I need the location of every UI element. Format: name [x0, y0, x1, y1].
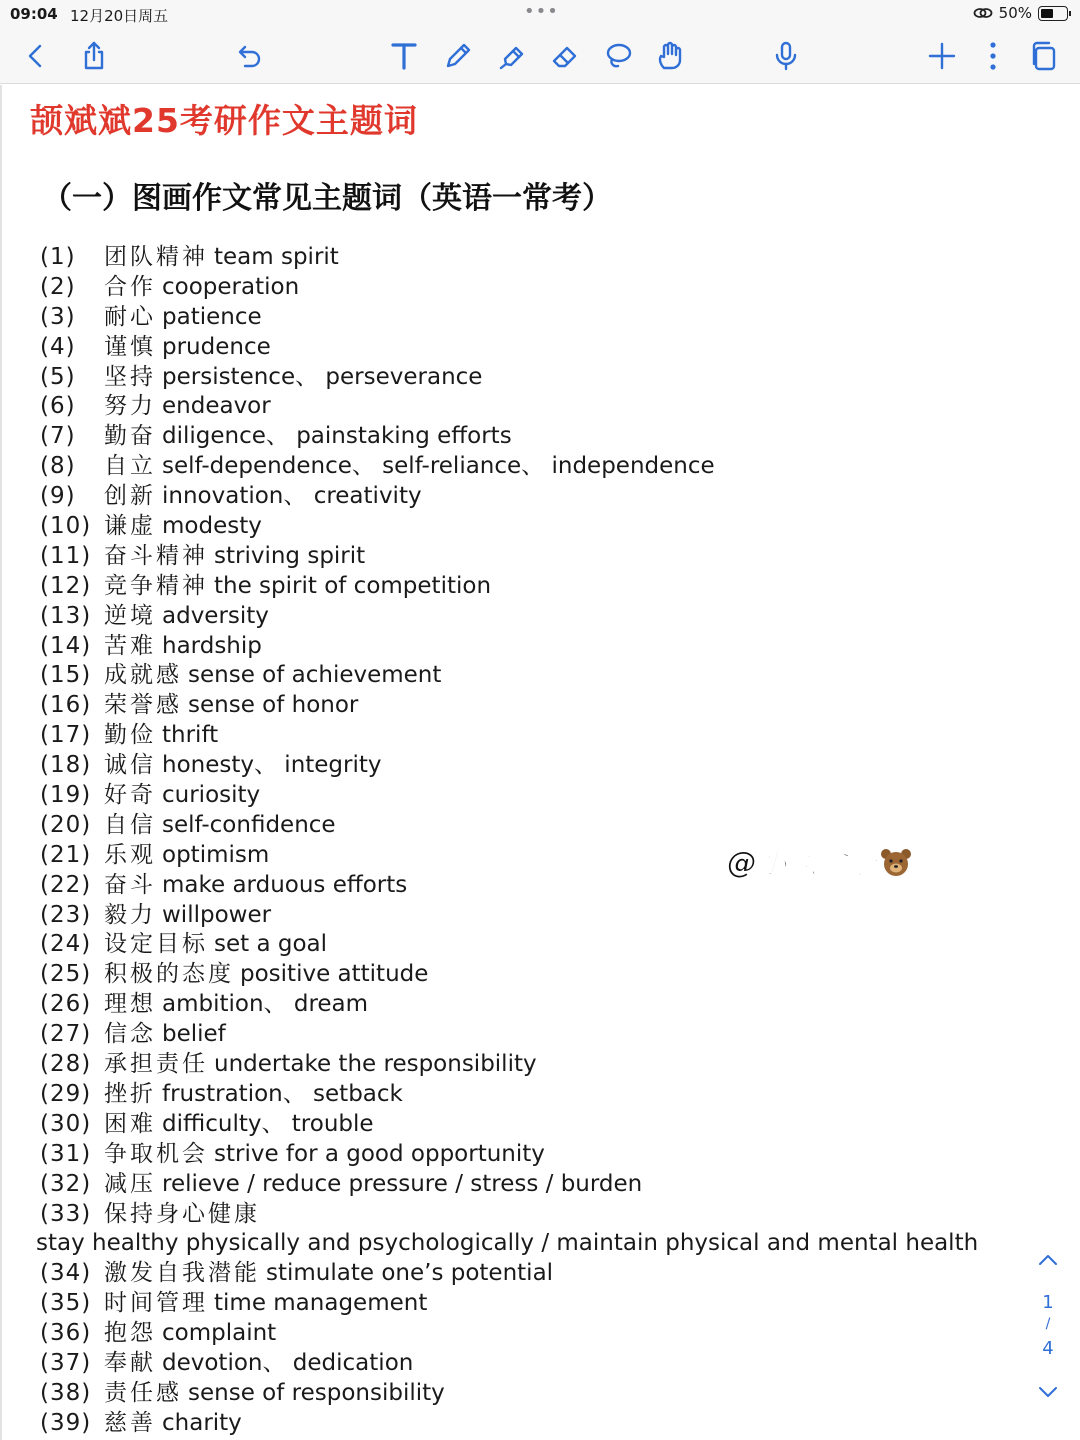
item-number: (10) — [40, 513, 92, 540]
item-english: time management — [214, 1290, 428, 1317]
item-number: (17) — [40, 722, 92, 749]
item-english: undertake the responsibility — [214, 1051, 537, 1078]
chevron-left-icon[interactable] — [16, 36, 56, 76]
list-item — [40, 1110, 1040, 1140]
item-chinese: 团队精神 — [104, 244, 208, 270]
item-number: (23) — [40, 901, 92, 928]
item-number: (38) — [40, 1379, 92, 1406]
item-chinese: 合作 — [104, 273, 156, 300]
item-number: (37) — [40, 1349, 92, 1376]
item-english: stay healthy physically and psychologically / maintain physical and mental health — [36, 1230, 979, 1257]
item-english: persistence、 perseverance — [162, 363, 483, 390]
pen-icon[interactable] — [438, 36, 478, 76]
list-item — [40, 1379, 1040, 1409]
item-english: curiosity — [162, 782, 261, 809]
item-number: (22) — [40, 871, 92, 898]
list-item — [40, 1349, 1040, 1379]
item-english: strive for a good opportunity — [214, 1140, 545, 1167]
watermark — [727, 838, 913, 882]
link-icon — [973, 6, 993, 20]
lasso-icon[interactable] — [598, 36, 638, 76]
item-number: (20) — [40, 811, 92, 838]
page-up-chevron-icon[interactable] — [1034, 1246, 1062, 1274]
item-english: adversity — [162, 602, 269, 629]
item-number: (26) — [40, 991, 92, 1018]
item-english: cooperation — [162, 273, 300, 300]
item-english: prudence — [162, 333, 271, 360]
list-item — [40, 572, 1040, 602]
battery-percent: 50% — [998, 4, 1032, 22]
item-english: self-dependence、 self-reliance、 independence — [162, 453, 715, 480]
status-time: 09:04 — [10, 5, 58, 23]
list-item — [36, 1229, 1040, 1259]
item-chinese: 毅力 — [104, 901, 156, 928]
item-chinese: 创新 — [104, 483, 156, 510]
item-number: (18) — [40, 752, 92, 779]
list-item — [40, 512, 1040, 542]
item-chinese: 逆境 — [104, 602, 156, 629]
item-chinese: 信念 — [104, 1021, 156, 1048]
item-number: (30) — [40, 1110, 92, 1137]
item-number: (16) — [40, 692, 92, 719]
item-number: (3) — [40, 303, 76, 330]
list-item — [40, 1170, 1040, 1200]
item-english: optimism — [162, 841, 270, 868]
item-number: (11) — [40, 542, 92, 569]
item-chinese: 理想 — [104, 991, 156, 1018]
item-english: hardship — [162, 632, 262, 659]
item-number: (6) — [40, 393, 76, 420]
list-item — [40, 422, 1040, 452]
pages-icon[interactable] — [1024, 36, 1064, 76]
item-number: (21) — [40, 841, 92, 868]
item-chinese: 抱怨 — [104, 1320, 156, 1347]
more-icon[interactable] — [973, 36, 1013, 76]
list-item — [40, 1409, 1040, 1439]
item-number: (25) — [40, 961, 92, 988]
item-english: innovation、 creativity — [162, 483, 422, 510]
item-chinese: 奋斗 — [104, 871, 156, 898]
item-english: complaint — [162, 1320, 277, 1347]
item-chinese: 乐观 — [104, 841, 156, 868]
document-title: 颉斌斌25考研作文主题词 — [30, 101, 418, 140]
list-item — [40, 363, 1040, 393]
item-english: the spirit of competition — [214, 572, 492, 599]
item-english: willpower — [162, 901, 272, 928]
item-number: (33) — [40, 1200, 92, 1227]
item-english: endeavor — [162, 393, 271, 420]
item-chinese: 竞争精神 — [104, 572, 208, 599]
item-chinese: 努力 — [104, 393, 156, 420]
item-number: (14) — [40, 632, 92, 659]
item-number: (8) — [40, 453, 76, 480]
item-chinese: 奋斗精神 — [104, 542, 208, 569]
list-item — [40, 1050, 1040, 1080]
list-item — [40, 781, 1040, 811]
item-chinese: 责任感 — [104, 1379, 182, 1406]
item-english: sense of achievement — [188, 662, 442, 689]
status-indicators — [973, 4, 1068, 22]
item-number: (1) — [40, 244, 76, 270]
list-item — [40, 721, 1040, 751]
total-pages: 4 — [1042, 1338, 1054, 1359]
document-page[interactable] — [0, 85, 1080, 1440]
item-number: (36) — [40, 1320, 92, 1347]
item-chinese: 困难 — [104, 1110, 156, 1137]
list-item — [40, 990, 1040, 1020]
item-number: (27) — [40, 1021, 92, 1048]
item-english: self-confidence — [162, 811, 336, 838]
item-english: belief — [162, 1021, 226, 1048]
undo-icon[interactable] — [229, 36, 269, 76]
list-item — [40, 930, 1040, 960]
battery-icon — [1038, 6, 1068, 21]
item-number: (34) — [40, 1260, 92, 1287]
item-chinese: 争取机会 — [104, 1140, 208, 1167]
item-english: make arduous efforts — [162, 871, 408, 898]
text-tool-icon[interactable] — [384, 36, 424, 76]
item-chinese: 苦难 — [104, 632, 156, 659]
eraser-icon[interactable] — [545, 36, 585, 76]
item-number: (28) — [40, 1051, 92, 1078]
item-english: sense of honor — [188, 692, 359, 719]
item-number: (13) — [40, 602, 92, 629]
item-chinese: 自立 — [104, 453, 156, 480]
item-english: positive attitude — [240, 961, 429, 988]
multitasking-dots[interactable]: ••• — [524, 1, 559, 22]
item-english: charity — [162, 1409, 242, 1436]
item-chinese: 自信 — [104, 811, 156, 838]
section-title: （一）图画作文常见主题词（英语一常考） — [42, 181, 612, 216]
list-item — [40, 1319, 1040, 1349]
item-number: (31) — [40, 1140, 92, 1167]
item-number: (5) — [40, 363, 76, 390]
item-english: modesty — [162, 513, 262, 540]
page-navigator — [1026, 1240, 1070, 1415]
item-english: devotion、 dedication — [162, 1349, 414, 1376]
item-english: stimulate one’s potential — [266, 1260, 554, 1287]
item-number: (32) — [40, 1170, 92, 1197]
plus-icon[interactable] — [922, 36, 962, 76]
item-chinese: 谦虚 — [104, 513, 156, 540]
item-chinese: 激发自我潜能 — [104, 1260, 260, 1287]
list-item — [40, 1080, 1040, 1110]
item-chinese: 勤俭 — [104, 722, 156, 749]
list-item — [40, 691, 1040, 721]
page-separator: / — [1045, 1316, 1051, 1332]
item-number: (2) — [40, 273, 76, 300]
list-item — [40, 243, 1040, 273]
item-chinese: 荣誉感 — [104, 692, 182, 719]
list-item — [40, 751, 1040, 781]
item-number: (35) — [40, 1290, 92, 1317]
item-chinese: 挫折 — [104, 1080, 156, 1107]
list-item — [40, 1289, 1040, 1319]
share-icon[interactable] — [74, 36, 114, 76]
item-chinese: 好奇 — [104, 782, 156, 809]
item-number: (7) — [40, 423, 76, 450]
hand-icon[interactable] — [650, 36, 690, 76]
item-english: sense of responsibility — [188, 1379, 445, 1406]
item-english: honesty、 integrity — [162, 752, 382, 779]
list-item — [40, 1020, 1040, 1050]
status-bar — [0, 0, 1080, 28]
item-chinese: 谨慎 — [104, 333, 156, 360]
item-chinese: 慈善 — [104, 1409, 156, 1436]
list-item — [40, 273, 1040, 303]
item-english: ambition、 dream — [162, 991, 369, 1018]
list-item — [40, 661, 1040, 691]
item-chinese: 时间管理 — [104, 1290, 208, 1317]
list-item — [40, 960, 1040, 990]
list-item — [40, 632, 1040, 662]
item-chinese: 承担责任 — [104, 1051, 208, 1078]
item-english: patience — [162, 303, 262, 330]
item-chinese: 成就感 — [104, 662, 182, 689]
item-chinese: 奉献 — [104, 1349, 156, 1376]
list-item — [40, 452, 1040, 482]
list-item — [40, 602, 1040, 632]
item-number: (4) — [40, 333, 76, 360]
item-chinese: 积极的态度 — [104, 961, 234, 988]
status-date: 12月20日周五 — [70, 7, 169, 25]
list-item — [40, 1200, 1040, 1230]
watermark-text: @小熊盒子 — [727, 846, 877, 881]
highlighter-icon[interactable] — [492, 36, 532, 76]
list-item — [40, 1259, 1040, 1289]
item-chinese: 保持身心健康 — [104, 1200, 260, 1227]
item-chinese: 耐心 — [104, 303, 156, 330]
item-chinese: 诚信 — [104, 752, 156, 779]
toolbar — [0, 28, 1080, 84]
item-chinese: 坚持 — [104, 363, 156, 390]
item-english: diligence、 painstaking efforts — [162, 423, 512, 450]
item-number: (12) — [40, 572, 92, 599]
item-english: frustration、 setback — [162, 1080, 403, 1107]
item-english: difficulty、 trouble — [162, 1110, 374, 1137]
list-item — [40, 901, 1040, 931]
item-chinese: 设定目标 — [104, 931, 208, 958]
bear-icon — [879, 847, 913, 877]
list-item — [40, 482, 1040, 512]
item-english: striving spirit — [214, 542, 366, 569]
list-item — [40, 392, 1040, 422]
item-chinese: 减压 — [104, 1170, 156, 1197]
current-page: 1 — [1042, 1292, 1054, 1313]
microphone-icon[interactable] — [766, 36, 806, 76]
item-number: (24) — [40, 931, 92, 958]
list-item — [40, 303, 1040, 333]
item-english: relieve / reduce pressure / stress / burden — [162, 1170, 643, 1197]
item-english: thrift — [162, 722, 219, 749]
list-item — [40, 542, 1040, 572]
item-number: (15) — [40, 662, 92, 689]
item-english: team spirit — [214, 244, 339, 270]
item-number: (19) — [40, 782, 92, 809]
item-english: set a goal — [214, 931, 328, 958]
list-item — [40, 333, 1040, 363]
list-item — [40, 1140, 1040, 1170]
list-item — [40, 811, 1040, 841]
item-number: (39) — [40, 1409, 92, 1436]
page-down-chevron-icon[interactable] — [1034, 1378, 1062, 1406]
item-number: (29) — [40, 1080, 92, 1107]
item-number: (9) — [40, 483, 76, 510]
item-chinese: 勤奋 — [104, 423, 156, 450]
